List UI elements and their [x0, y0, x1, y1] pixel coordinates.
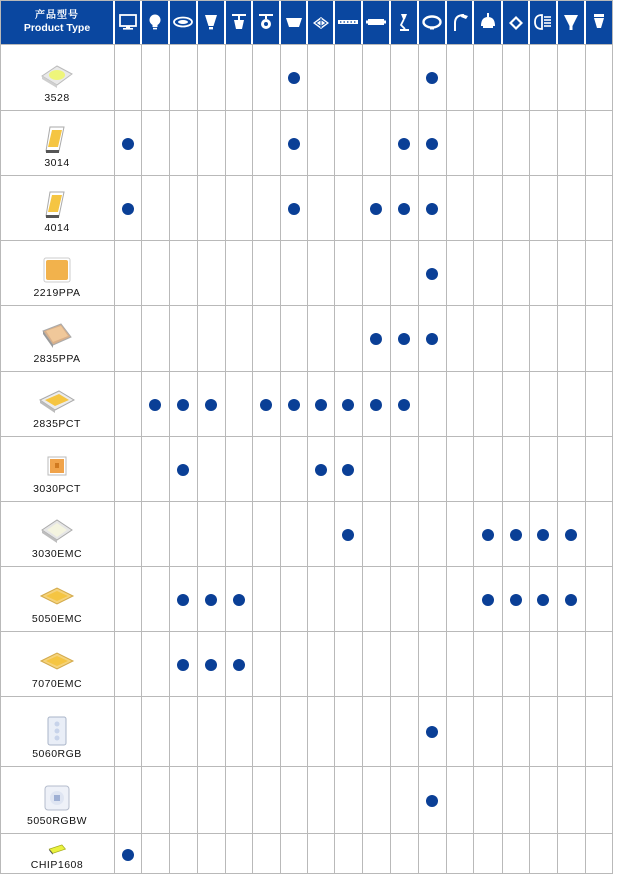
grid-column-line [612, 0, 613, 874]
application-dot [177, 464, 189, 476]
application-dot [342, 529, 354, 541]
grid-column-line [502, 44, 503, 874]
chip-image [37, 253, 77, 287]
application-dot [565, 529, 577, 541]
product-name: 3014 [44, 157, 70, 169]
application-dot [288, 138, 300, 150]
product-cell [0, 371, 114, 436]
product-cell [0, 766, 114, 833]
track-spot-icon [255, 11, 277, 33]
track-light-icon [228, 11, 250, 33]
application-dot [315, 399, 327, 411]
grid-column-line [252, 44, 253, 874]
chip-image [37, 579, 77, 613]
flood-light-icon [505, 11, 527, 33]
application-dot [233, 659, 245, 671]
chip-image [37, 58, 77, 92]
application-dot [122, 849, 134, 861]
grid-column-line [446, 44, 447, 874]
chip-image [37, 449, 77, 483]
grid-column-line [141, 44, 142, 874]
header-funnel-spot-icon [557, 0, 585, 44]
grid-column-line [197, 44, 198, 874]
product-cell [0, 175, 114, 240]
grid-column-line [334, 44, 335, 874]
header-strip-light-icon [334, 0, 362, 44]
grid-column-line [418, 44, 419, 874]
funnel-spot-icon [560, 11, 582, 33]
cup-lamp-icon [588, 11, 610, 33]
product-cell [0, 240, 114, 305]
product-name: 5050EMC [31, 613, 83, 625]
header-track-light-icon [225, 0, 252, 44]
product-type-label-en: Product Type [23, 22, 91, 34]
application-dot [426, 726, 438, 738]
application-dot [398, 399, 410, 411]
product-type-label-zh: 产品型号 [35, 10, 79, 21]
product-name: 7070EMC [31, 678, 83, 690]
chip-image [37, 123, 77, 157]
application-dot [426, 795, 438, 807]
header-separator [224, 0, 226, 44]
grid-row-line [0, 0, 613, 1]
header-ring-lamp-icon [418, 0, 446, 44]
product-name: 3528 [44, 92, 70, 104]
application-dot [537, 594, 549, 606]
header-bulb-icon [141, 0, 169, 44]
application-dot [426, 333, 438, 345]
application-dot [510, 594, 522, 606]
grid-column-line [390, 44, 391, 874]
header-separator [389, 0, 391, 44]
header-spotlight-icon [197, 0, 225, 44]
application-dot [315, 464, 327, 476]
header-high-bay-icon [473, 0, 502, 44]
header-headlight-icon [529, 0, 557, 44]
application-dot [342, 399, 354, 411]
header-separator [251, 0, 253, 44]
header-separator [113, 0, 115, 44]
application-dot [426, 72, 438, 84]
header-track-spot-icon [252, 0, 280, 44]
header-separator [140, 0, 142, 44]
application-dot [426, 268, 438, 280]
header-separator [168, 0, 170, 44]
header-separator [417, 0, 419, 44]
grid-row-line [0, 873, 613, 874]
application-dot [370, 203, 382, 215]
header-separator [306, 0, 308, 44]
application-dot [177, 399, 189, 411]
chip-image [37, 781, 77, 815]
product-name: 4014 [44, 222, 70, 234]
application-dot [398, 203, 410, 215]
product-name: 3030PCT [33, 483, 81, 495]
application-dot [177, 594, 189, 606]
header-downlight-icon [169, 0, 197, 44]
grid-column-line [307, 44, 308, 874]
application-dot [260, 399, 272, 411]
desk-lamp-icon [393, 11, 415, 33]
header-street-lamp-icon [446, 0, 473, 44]
spotlight-icon [200, 11, 222, 33]
application-dot [288, 72, 300, 84]
header-panel-bowl-icon [280, 0, 307, 44]
application-dot [342, 464, 354, 476]
chip-image [37, 514, 77, 548]
ring-lamp-icon [421, 11, 443, 33]
grid-column-line [585, 44, 586, 874]
grid-column-line [473, 44, 474, 874]
header-separator [333, 0, 335, 44]
header-flood-light-icon [502, 0, 529, 44]
application-dot [233, 594, 245, 606]
application-dot [205, 594, 217, 606]
application-dot [482, 529, 494, 541]
header-separator [445, 0, 447, 44]
product-name: 2835PPA [33, 353, 81, 365]
application-dot [288, 399, 300, 411]
product-cell [0, 566, 114, 631]
header-separator [361, 0, 363, 44]
product-cell [0, 833, 114, 873]
header-grille-panel-icon [307, 0, 334, 44]
application-dot [398, 333, 410, 345]
application-dot [482, 594, 494, 606]
chip-image [37, 384, 77, 418]
application-dot [149, 399, 161, 411]
application-dot [122, 203, 134, 215]
header-separator [279, 0, 281, 44]
product-cell [0, 305, 114, 371]
application-dot [510, 529, 522, 541]
high-bay-icon [477, 11, 499, 33]
tube-light-icon [365, 11, 387, 33]
product-name: 5060RGB [32, 748, 82, 760]
chip-image [37, 188, 77, 222]
grid-column-line [557, 44, 558, 874]
application-dot [565, 594, 577, 606]
header-separator [196, 0, 198, 44]
header-separator [528, 0, 530, 44]
grid-column-line [362, 44, 363, 874]
header-separator [556, 0, 558, 44]
product-cell [0, 44, 114, 110]
header-separator [501, 0, 503, 44]
application-dot [426, 138, 438, 150]
chip-image [37, 319, 77, 353]
header-cup-lamp-icon [585, 0, 612, 44]
product-name: 5050RGBW [26, 815, 88, 827]
application-dot [398, 138, 410, 150]
product-cell [0, 696, 114, 766]
grid-column-line [169, 44, 170, 874]
application-dot [122, 138, 134, 150]
street-lamp-icon [449, 11, 471, 33]
application-dot [370, 399, 382, 411]
grid-column-line [280, 44, 281, 874]
strip-light-icon [337, 11, 359, 33]
header-separator [472, 0, 474, 44]
product-name: 2219PPA [33, 287, 81, 299]
product-name: 3030EMC [31, 548, 83, 560]
product-name: 2835PCT [33, 418, 81, 430]
application-dot [370, 333, 382, 345]
headlight-icon [532, 11, 554, 33]
panel-bowl-icon [283, 11, 305, 33]
application-dot [205, 659, 217, 671]
application-dot [205, 399, 217, 411]
product-cell [0, 110, 114, 175]
product-type-header [0, 0, 114, 44]
header-separator [584, 0, 586, 44]
product-name: CHIP1608 [30, 859, 84, 871]
product-cell [0, 631, 114, 696]
application-dot [537, 529, 549, 541]
application-dot [426, 203, 438, 215]
header-monitor-icon [114, 0, 141, 44]
chip-image [37, 714, 77, 748]
downlight-icon [172, 11, 194, 33]
product-cell [0, 436, 114, 501]
bulb-icon [144, 11, 166, 33]
header-tube-light-icon [362, 0, 390, 44]
product-cell [0, 501, 114, 566]
grid-column-line [114, 44, 115, 874]
application-dot [288, 203, 300, 215]
monitor-icon [117, 11, 139, 33]
chip-image [37, 835, 77, 859]
grille-panel-icon [310, 11, 332, 33]
header-desk-lamp-icon [390, 0, 418, 44]
application-dot [177, 659, 189, 671]
chip-image [37, 644, 77, 678]
grid-column-line [529, 44, 530, 874]
grid-column-line [225, 44, 226, 874]
